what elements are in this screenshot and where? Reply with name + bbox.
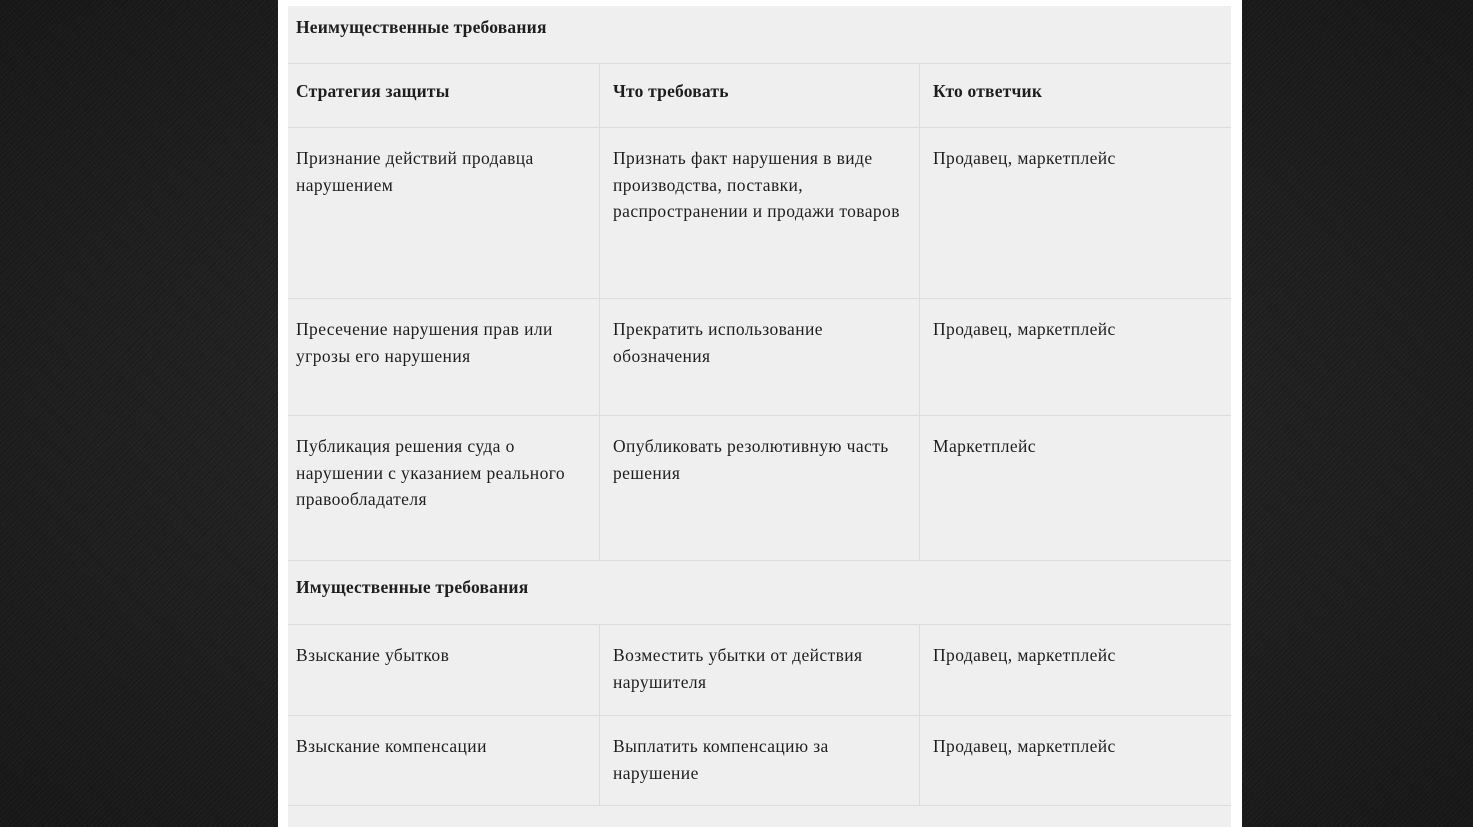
table-row <box>288 716 1231 806</box>
cell-defendant: Маркетплейс <box>933 436 1036 456</box>
requirements-table <box>288 6 1231 827</box>
column-header-row <box>288 64 1231 128</box>
cell-defendant: Продавец, маркетплейс <box>933 736 1116 756</box>
section-header-row <box>288 561 1231 625</box>
header-defendant: Кто ответчик <box>933 81 1043 101</box>
section-title-property: Имущественные требования <box>296 577 529 597</box>
cell-strategy: Признание действий продавца нарушением <box>288 128 600 298</box>
table-row <box>288 416 1231 561</box>
table-row <box>288 299 1231 416</box>
cell-demand: Возместить убытки от действия нарушителя <box>600 625 920 715</box>
section-title-non-property: Неимущественные требования <box>296 17 547 37</box>
slide-page <box>278 0 1242 827</box>
cell-strategy: Взыскание убытков <box>288 625 600 715</box>
cell-defendant: Продавец, маркетплейс <box>933 645 1116 665</box>
table-row <box>288 128 1231 299</box>
section-header-row <box>288 6 1231 64</box>
cell-defendant: Продавец, маркетплейс <box>933 319 1116 339</box>
header-strategy: Стратегия защиты <box>288 64 600 127</box>
header-demand: Что требовать <box>600 64 920 127</box>
table-row-partial <box>288 806 1231 827</box>
table-row <box>288 625 1231 716</box>
cell-demand: Опубликовать резолютивную часть решения <box>600 416 920 560</box>
cell-defendant: Продавец, маркетплейс <box>933 148 1116 168</box>
cell-empty <box>288 806 1231 827</box>
cell-demand: Прекратить использование обозначения <box>600 299 920 415</box>
cell-strategy: Пресечение нарушения прав или угрозы его нарушения <box>288 299 600 415</box>
cell-demand: Выплатить компенсацию за нарушение <box>600 716 920 805</box>
cell-demand: Признать факт нарушения в виде производства, поставки, распространении и продажи товаров <box>600 128 920 298</box>
cell-strategy: Взыскание компенсации <box>288 716 600 805</box>
cell-strategy: Публикация решения суда о нарушении с указанием реального правообладателя <box>288 416 600 560</box>
